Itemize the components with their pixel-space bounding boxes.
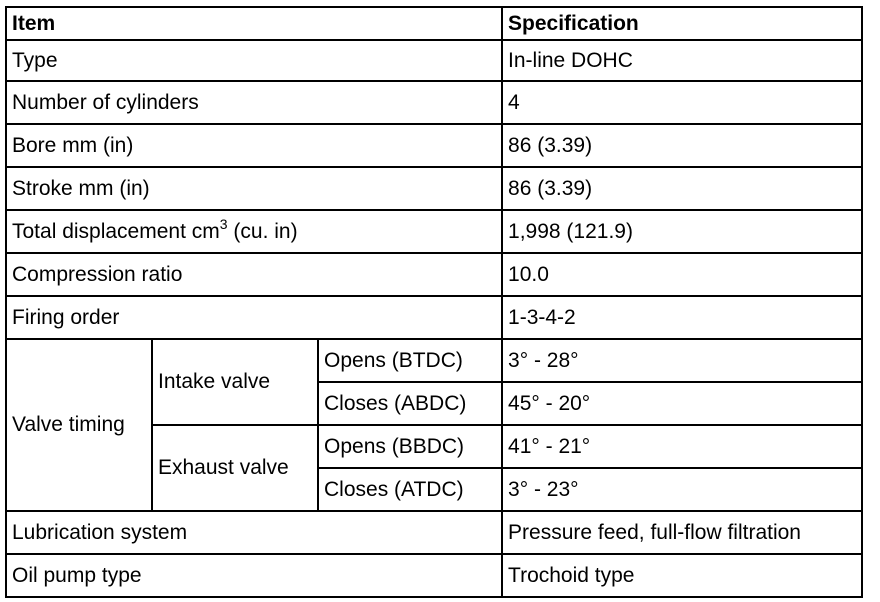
displacement-label-sup: 3 xyxy=(219,215,228,232)
table-row xyxy=(6,339,862,382)
row-displacement-label xyxy=(6,210,502,253)
table-row xyxy=(6,511,862,554)
intake-closes-value: 45° - 20° xyxy=(502,382,862,425)
row-firing-label: Firing order xyxy=(6,296,502,339)
exhaust-closes-value: 3° - 23° xyxy=(502,468,862,511)
row-lubrication-value: Pressure feed, full-flow filtration xyxy=(502,511,862,554)
intake-opens-value: 3° - 28° xyxy=(502,339,862,382)
intake-valve-label: Intake valve xyxy=(152,339,318,425)
table-row xyxy=(6,554,862,597)
table-row xyxy=(6,210,862,253)
row-lubrication-label: Lubrication system xyxy=(6,511,502,554)
table-row xyxy=(6,253,862,296)
table-row xyxy=(6,124,862,167)
row-oil-pump-value: Trochoid type xyxy=(502,554,862,597)
row-type-value: In-line DOHC xyxy=(502,40,862,81)
intake-opens-label: Opens (BTDC) xyxy=(318,339,502,382)
table-header-row xyxy=(6,7,862,40)
row-cylinders-label: Number of cylinders xyxy=(6,81,502,124)
exhaust-valve-label: Exhaust valve xyxy=(152,425,318,511)
displacement-label-pre: Total displacement cm xyxy=(12,219,220,243)
table-row xyxy=(6,167,862,210)
row-cylinders-value: 4 xyxy=(502,81,862,124)
row-compression-value: 10.0 xyxy=(502,253,862,296)
row-firing-value: 1-3-4-2 xyxy=(502,296,862,339)
row-bore-value: 86 (3.39) xyxy=(502,124,862,167)
exhaust-opens-label: Opens (BBDC) xyxy=(318,425,502,468)
row-compression-label: Compression ratio xyxy=(6,253,502,296)
row-type-label: Type xyxy=(6,40,502,81)
header-specification: Specification xyxy=(502,7,862,40)
engine-spec-table xyxy=(5,6,863,598)
intake-closes-label: Closes (ABDC) xyxy=(318,382,502,425)
table-row xyxy=(6,81,862,124)
valve-timing-label: Valve timing xyxy=(6,339,152,511)
table-row xyxy=(6,40,862,81)
row-oil-pump-label: Oil pump type xyxy=(6,554,502,597)
exhaust-closes-label: Closes (ATDC) xyxy=(318,468,502,511)
displacement-label-post: (cu. in) xyxy=(227,219,298,243)
header-item: Item xyxy=(6,7,502,40)
row-stroke-value: 86 (3.39) xyxy=(502,167,862,210)
exhaust-opens-value: 41° - 21° xyxy=(502,425,862,468)
row-stroke-label: Stroke mm (in) xyxy=(6,167,502,210)
row-displacement-value: 1,998 (121.9) xyxy=(502,210,862,253)
row-bore-label: Bore mm (in) xyxy=(6,124,502,167)
table-row xyxy=(6,296,862,339)
